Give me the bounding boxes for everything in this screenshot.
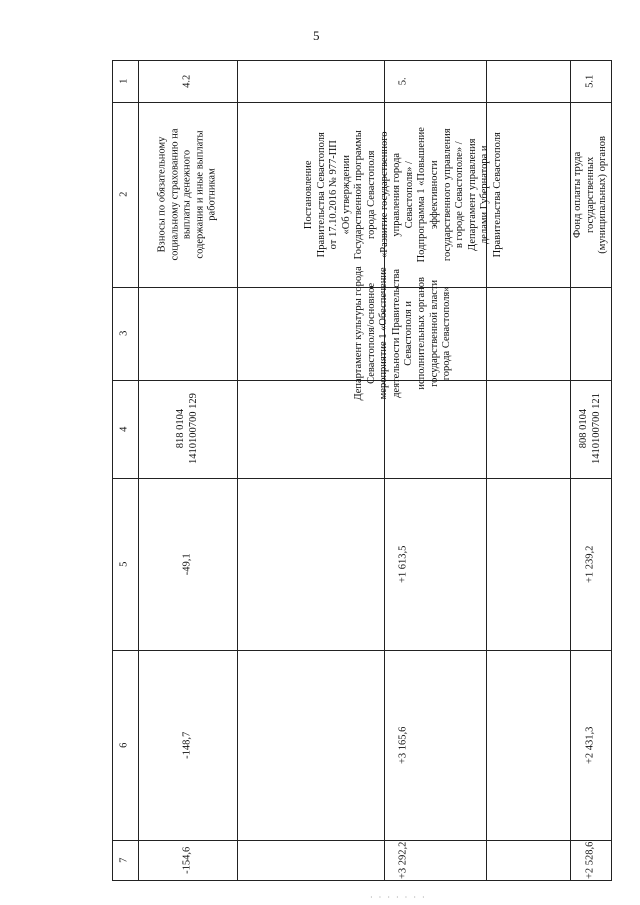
item-name-line: содержания и иные выплаты (193, 130, 205, 259)
item-name-line: в городе Севастополе» / (453, 141, 465, 248)
item-name-line: работникам (206, 168, 218, 221)
item-name-line: эффективности (428, 160, 440, 229)
item-name-line: государственных (584, 156, 596, 233)
responsible-line: Севастополя и (403, 301, 415, 366)
value-col-7: +2 528,6 (584, 841, 596, 879)
row-number-cell (237, 60, 570, 102)
value-col-5-cell (570, 478, 611, 650)
value-col-6: +2 431,3 (584, 726, 596, 764)
item-name-line: Правительства Севастополя (491, 131, 503, 258)
header-col-1: 1 (118, 78, 130, 84)
value-col-5: +1 239,2 (584, 545, 596, 583)
value-col-5-cell (237, 478, 570, 650)
column-divider (112, 880, 612, 881)
header-col-6: 6 (118, 742, 130, 748)
budget-code-cell (570, 380, 611, 478)
row-number-cell (138, 60, 237, 102)
value-col-7-cell (570, 840, 611, 880)
responsible-cell (237, 266, 570, 401)
header-col-5: 5 (118, 561, 130, 567)
value-col-6: +3 165,6 (397, 726, 409, 764)
value-col-6-cell (237, 650, 570, 840)
item-name-line: управления города (390, 152, 402, 237)
item-name-line: делами Губернатора и (479, 145, 491, 244)
value-col-6-cell (138, 650, 237, 840)
header-col-4: 4 (118, 426, 130, 432)
value-col-7: -154,6 (181, 846, 193, 874)
item-name-line: Фонд оплаты труда (571, 151, 583, 238)
responsible-line: города Севастополя» (441, 286, 453, 381)
value-col-5-cell (138, 478, 237, 650)
item-name-line: выплаты денежного (181, 149, 193, 240)
responsible-line: деятельности Правительства (390, 269, 402, 398)
item-name-line: (муниципальных) органов (596, 135, 608, 254)
responsible-line: мероприятие 1 «Обеспечение (378, 267, 390, 400)
header-col-6-cell (112, 650, 138, 840)
header-col-2: 2 (118, 191, 130, 198)
item-name-line: «Развитие государственного (378, 131, 390, 258)
value-col-7-cell (138, 840, 237, 880)
item-name-line: города Севастополя (365, 150, 377, 239)
budget-code-cell (138, 380, 237, 478)
row-number: 5.1 (584, 74, 596, 88)
item-name-line: Севастополя» / (403, 160, 415, 229)
header-col-5-cell (112, 478, 138, 650)
budget-code (175, 394, 200, 465)
item-name-line: государственного управления (441, 128, 453, 261)
item-name-line: Государственной программы (353, 129, 365, 260)
row-number: 4.2 (181, 74, 193, 88)
header-col-2-cell (112, 102, 138, 287)
item-name-line: Подпрограмма 1 «Повышение (416, 126, 428, 263)
footer-marks: · · · · · · · (370, 893, 427, 902)
budget-code (578, 394, 603, 465)
value-col-7-cell (237, 840, 570, 880)
item-name-line: от 17.10.2016 № 977-ПП (327, 139, 339, 250)
item-name-line: Правительства Севастополя (315, 131, 327, 258)
responsible (353, 266, 454, 400)
item-name (303, 127, 505, 262)
row-divider (611, 60, 612, 880)
header-col-7: 7 (118, 857, 130, 863)
header-col-4-cell (112, 380, 138, 478)
responsible-line: государственной власти (428, 279, 440, 388)
item-name-cell (570, 102, 611, 287)
budget-code-line: 818 0104 (174, 409, 186, 449)
value-col-5: -49,1 (181, 553, 193, 575)
item-name (156, 129, 219, 261)
value-col-6: -148,7 (181, 731, 193, 759)
responsible-line: Департамент культуры города (353, 266, 365, 401)
page-number: 5 (313, 28, 320, 43)
value-col-6-cell (570, 650, 611, 840)
item-name (572, 136, 610, 254)
budget-code-line: 808 0104 (577, 409, 589, 449)
header-col-3-cell (112, 287, 138, 380)
header-col-7-cell (112, 840, 138, 880)
row-number-cell (570, 60, 611, 102)
header-col-1-cell (112, 60, 138, 102)
item-name-line: Взносы по обязательному (156, 136, 168, 253)
value-col-7: +3 292,2 (397, 841, 409, 879)
budget-code-line: 1410100700 121 (590, 393, 602, 465)
item-name-line: социальному страхованию на (168, 128, 180, 261)
item-name-cell (237, 102, 570, 287)
responsible-line: исполнительных органов (416, 277, 428, 390)
responsible-line: Севастополя/основное (365, 282, 377, 385)
header-col-3: 3 (118, 330, 130, 337)
item-name-cell (138, 102, 237, 287)
value-col-5: +1 613,5 (397, 545, 409, 583)
row-number: 5. (397, 77, 409, 85)
budget-code-line: 1410100700 129 (187, 393, 199, 465)
item-name-line: «Об утверждении (340, 154, 352, 235)
item-name-line: Департамент управления (466, 138, 478, 251)
item-name-line: Постановление (302, 160, 314, 229)
